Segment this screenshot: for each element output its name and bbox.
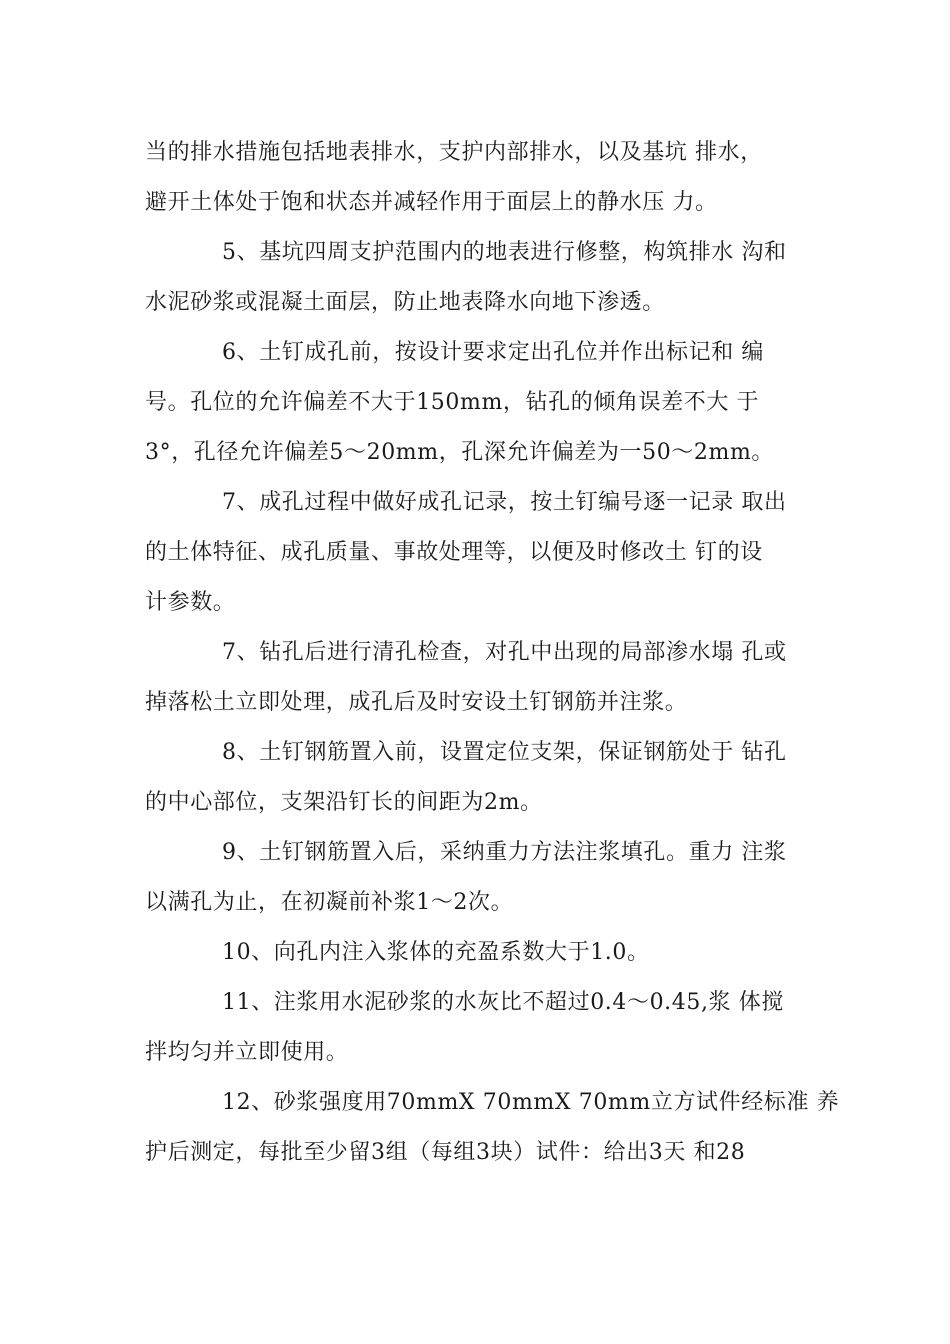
text-line: 的土体特征、成孔质量、事故处理等，以便及时修改土 钉的设	[145, 540, 763, 565]
text-line: 拌均匀并立即使用。	[145, 1040, 349, 1065]
paragraph-11-start: 11、注浆用水泥砂浆的水灰比不超过0.4〜0.45,浆 体搅	[222, 990, 784, 1015]
paragraph-7b-start: 7、钻孔后进行清孔检查，对孔中出现的局部渗水塌 孔或	[222, 640, 787, 665]
paragraph-6-start: 6、土钉成孔前，按设计要求定出孔位并作出标记和 编	[222, 340, 764, 365]
text-line: 3°，孔径允许偏差5〜20mm，孔深允许偏差为一50〜2mm。	[145, 440, 775, 465]
text-line: 护后测定，每批至少留3组（每组3块）试件：给出3天 和28	[145, 1140, 746, 1165]
text-line: 避开土体处于饱和状态并减轻作用于面层上的静水压 力。	[145, 190, 718, 215]
text-line: 水泥砂浆或混凝土面层，防止地表降水向地下渗透。	[145, 290, 665, 315]
text-line: 掉落松土立即处理，成孔后及时安设土钉钢筋并注浆。	[145, 690, 688, 715]
paragraph-9-start: 9、土钉钢筋置入后，采纳重力方法注浆填孔。重力 注浆	[222, 840, 787, 865]
text-line: 号。孔位的允许偏差不大于150mm，钻孔的倾角误差不大 于	[145, 390, 760, 415]
paragraph-8-start: 8、土钉钢筋置入前，设置定位支架，保证钢筋处于 钻孔	[222, 740, 787, 765]
paragraph-5-start: 5、基坑四周支护范围内的地表进行修整，构筑排水 沟和	[222, 240, 787, 265]
paragraph-10: 10、向孔内注入浆体的充盈系数大于1.0。	[222, 940, 650, 965]
text-line: 当的排水措施包括地表排水，支护内部排水，以及基坑 排水，	[145, 140, 763, 165]
paragraph-12-start: 12、砂浆强度用70mmX 70mmX 70mm立方试件经标准 养	[222, 1090, 840, 1115]
text-line: 以满孔为止，在初凝前补浆1〜2次。	[145, 890, 514, 915]
text-line: 的中心部位，支架沿钉长的间距为2m。	[145, 790, 543, 815]
text-line: 计参数。	[145, 590, 236, 615]
paragraph-7-start: 7、成孔过程中做好成孔记录，按土钉编号逐一记录 取出	[222, 490, 787, 515]
